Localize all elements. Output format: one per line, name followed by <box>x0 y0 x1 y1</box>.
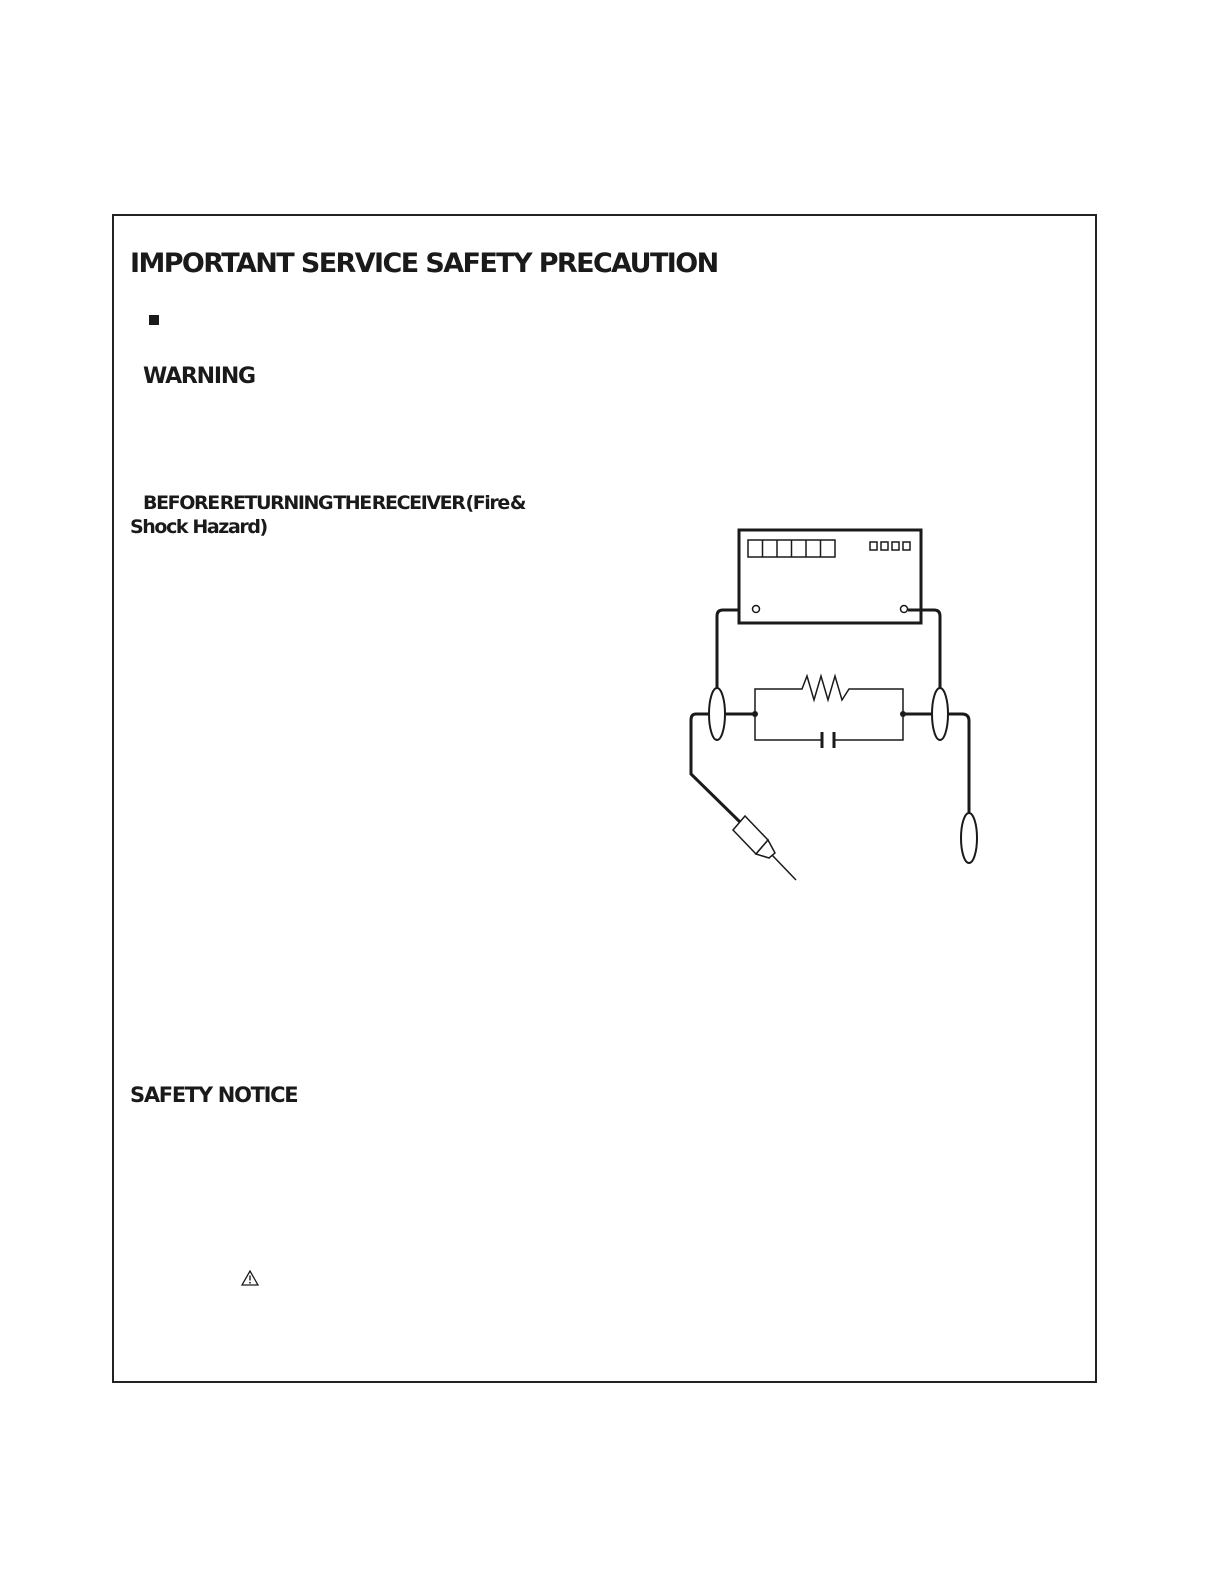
caution-triangle-icon <box>241 1270 259 1286</box>
warning-heading: WARNING <box>143 364 255 389</box>
lead-left <box>717 610 739 688</box>
meter-terminal-left <box>753 606 760 613</box>
before-word: RETURNING <box>219 492 333 514</box>
node-right <box>900 711 906 717</box>
safety-notice-heading: SAFETY NOTICE <box>130 1083 298 1107</box>
before-returning-line2: Shock Hazard) <box>130 516 267 538</box>
leakage-test-diagram <box>684 526 980 886</box>
meter-terminal-right <box>901 606 908 613</box>
resistor-capacitor-network <box>755 676 903 748</box>
meter-body <box>739 530 921 623</box>
page-title: IMPORTANT SERVICE SAFETY PRECAUTION <box>130 248 718 279</box>
probe-icon <box>733 816 796 880</box>
square-bullet-icon <box>149 315 159 325</box>
before-word: (Fire <box>465 492 509 514</box>
node-left <box>752 711 758 717</box>
before-word: & <box>509 492 525 514</box>
before-word: THE <box>333 492 371 514</box>
clip-left <box>709 688 725 740</box>
before-word: RECEIVER <box>371 492 465 514</box>
clip-right <box>932 688 948 740</box>
ground-clip <box>961 813 977 863</box>
before-returning-heading <box>130 491 525 539</box>
ground-lead <box>948 714 969 814</box>
before-returning-line1 <box>130 491 525 515</box>
before-word: BEFORE <box>143 492 219 514</box>
